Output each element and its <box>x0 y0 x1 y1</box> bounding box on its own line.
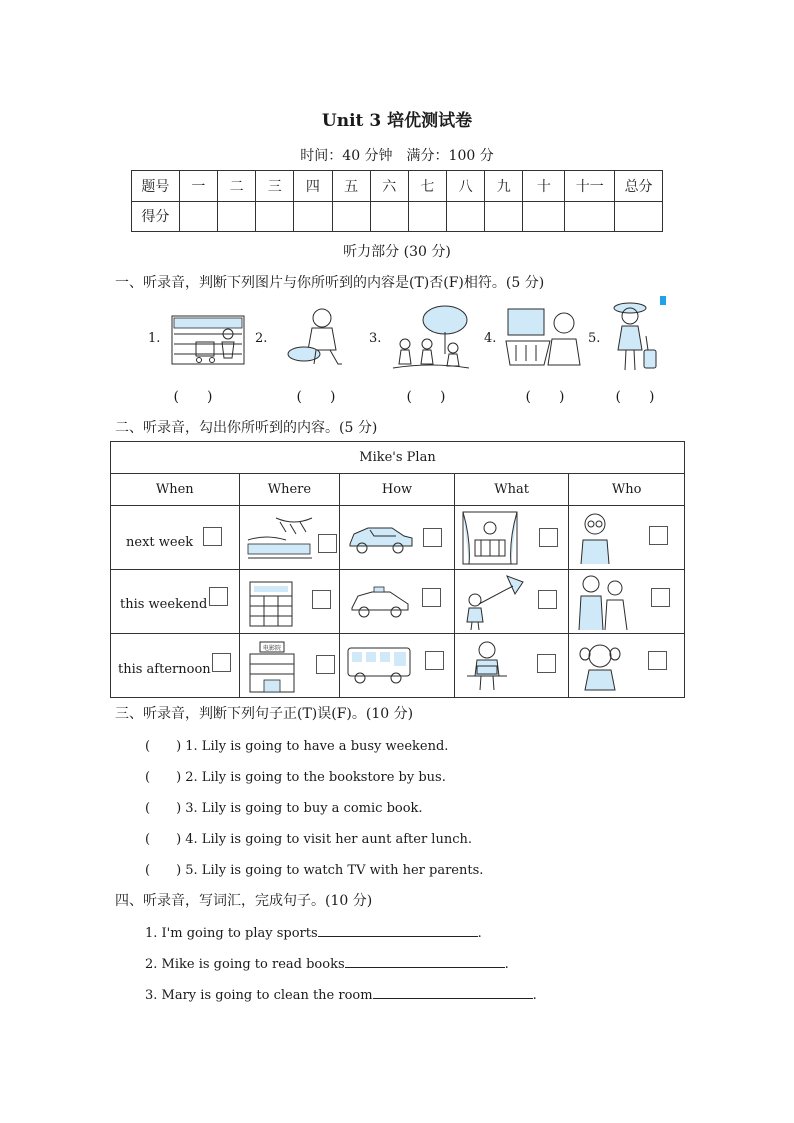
theater-stage-icon <box>461 510 519 566</box>
score-input-cell[interactable] <box>615 201 663 232</box>
col-header-where: Where <box>239 474 340 506</box>
score-input-cell[interactable] <box>294 201 332 232</box>
scroll-marker <box>660 296 666 305</box>
check-box[interactable] <box>425 651 444 670</box>
picture-number: 5. <box>588 331 601 346</box>
plan-row-what-cell <box>454 634 569 698</box>
score-header-cell: 总分 <box>615 171 663 202</box>
answer-blank[interactable]: ( ) <box>615 389 655 405</box>
answer-blank[interactable]: ( ) <box>406 389 446 405</box>
plan-row <box>111 570 685 634</box>
plan-row-what-cell <box>454 570 569 634</box>
score-header-cell: 九 <box>485 171 523 202</box>
score-table <box>131 170 663 232</box>
plan-row-when-cell <box>111 506 240 570</box>
lake-park-icon <box>246 514 314 562</box>
section1-title: 一、听录音，判断下列图片与你所听到的内容是(T)否(F)相符。(5 分) <box>115 275 545 291</box>
col-header-when: When <box>111 474 240 506</box>
answer-blank[interactable]: ( ) <box>525 389 565 405</box>
when-label: this afternoon <box>118 662 211 677</box>
tf-sentence[interactable]: ( ) 3. Lily is going to buy a comic book. <box>145 801 423 816</box>
fill-sentence <box>145 984 537 1003</box>
plan-row-who-cell <box>569 570 685 634</box>
children-picnic-under-tree-icon <box>389 304 473 374</box>
cinema-sign-text: 电影院 <box>262 645 281 652</box>
check-box[interactable] <box>649 526 668 545</box>
score-input-cell[interactable] <box>332 201 370 232</box>
picture-number: 1. <box>148 331 161 346</box>
check-box[interactable] <box>312 590 331 609</box>
section4-title: 四、听录音，写词汇，完成句子。(10 分) <box>115 893 373 909</box>
fill-sentence-end: . <box>504 957 509 972</box>
answer-blank[interactable]: ( ) <box>173 389 213 405</box>
check-box[interactable] <box>423 528 442 547</box>
plan-row-when-cell <box>111 570 240 634</box>
score-input-cell[interactable] <box>256 201 294 232</box>
bus-icon <box>346 644 412 686</box>
score-input-cell[interactable] <box>447 201 485 232</box>
fill-blank[interactable] <box>373 984 533 999</box>
plan-header-row <box>111 474 685 506</box>
plan-row-how-cell <box>340 634 455 698</box>
check-box[interactable] <box>422 588 441 607</box>
score-header-cell: 八 <box>447 171 485 202</box>
plan-table-title: Mike's Plan <box>111 442 685 474</box>
score-input-cell[interactable] <box>370 201 408 232</box>
fill-sentence-text: 2. Mike is going to read books <box>145 957 345 972</box>
plan-row <box>111 506 685 570</box>
fill-blank[interactable] <box>318 922 478 937</box>
tf-sentence[interactable]: ( ) 4. Lily is going to visit her aunt after lunch. <box>145 832 472 847</box>
boy-flying-kite-icon <box>463 574 527 630</box>
score-table-header-row <box>132 171 663 202</box>
plan-title-row <box>111 442 685 474</box>
fill-sentence <box>145 922 482 941</box>
picture-number: 3. <box>369 331 382 346</box>
score-input-cell[interactable] <box>179 201 217 232</box>
col-header-who: Who <box>569 474 685 506</box>
plan-row-how-cell <box>340 570 455 634</box>
score-table-score-row <box>132 201 663 232</box>
plan-row-who-cell <box>569 506 685 570</box>
plan-row <box>111 634 685 698</box>
check-box[interactable] <box>209 587 228 606</box>
girl-with-pigtails-icon <box>579 640 621 692</box>
score-header-cell: 题号 <box>132 171 180 202</box>
boy-reading-book-icon <box>465 640 509 692</box>
taxi-icon <box>348 584 410 620</box>
score-input-cell[interactable] <box>565 201 615 232</box>
check-box[interactable] <box>316 655 335 674</box>
plan-row-where-cell <box>239 634 340 698</box>
man-with-glasses-icon <box>577 510 613 566</box>
score-input-cell[interactable] <box>408 201 446 232</box>
score-header-cell: 四 <box>294 171 332 202</box>
score-row-label: 得分 <box>132 201 180 232</box>
listening-section-label: 听力部分 (30 分) <box>343 244 451 260</box>
when-label: this weekend <box>120 597 208 612</box>
fill-blank[interactable] <box>345 953 505 968</box>
supermarket-shopping-cart-icon <box>170 312 246 368</box>
section2-title: 二、听录音，勾出你所听到的内容。(5 分) <box>115 420 378 436</box>
score-header-cell: 十 <box>523 171 565 202</box>
score-header-cell: 十一 <box>565 171 615 202</box>
check-box[interactable] <box>539 528 558 547</box>
plan-row-how-cell <box>340 506 455 570</box>
plan-row-what-cell <box>454 506 569 570</box>
score-header-cell: 五 <box>332 171 370 202</box>
mikes-plan-table <box>110 441 685 698</box>
check-box[interactable] <box>203 527 222 546</box>
check-box[interactable] <box>537 654 556 673</box>
page-title: Unit 3 培优测试卷 <box>321 111 473 131</box>
check-box[interactable] <box>538 590 557 609</box>
fill-sentence-end: . <box>532 988 537 1003</box>
score-header-cell: 六 <box>370 171 408 202</box>
check-box[interactable] <box>212 653 231 672</box>
boy-washing-clothes-icon <box>286 306 348 370</box>
score-header-cell: 二 <box>217 171 255 202</box>
check-box[interactable] <box>318 534 337 553</box>
fill-sentence-end: . <box>477 926 482 941</box>
fill-sentence-text: 3. Mary is going to clean the room <box>145 988 373 1003</box>
tf-sentence[interactable]: ( ) 5. Lily is going to watch TV with her parents. <box>145 863 484 878</box>
girl-in-classroom-icon <box>504 305 584 369</box>
answer-blank[interactable]: ( ) <box>296 389 336 405</box>
col-header-what: What <box>454 474 569 506</box>
score-header-cell: 七 <box>408 171 446 202</box>
col-header-how: How <box>340 474 455 506</box>
car-icon <box>346 520 414 556</box>
plan-row-who-cell <box>569 634 685 698</box>
girl-with-suitcase-icon <box>608 298 664 376</box>
score-input-cell[interactable] <box>217 201 255 232</box>
parents-icon <box>575 572 631 632</box>
when-label: next week <box>126 535 194 550</box>
tf-sentence[interactable]: ( ) 2. Lily is going to the bookstore by bus. <box>145 770 446 785</box>
score-header-cell: 一 <box>179 171 217 202</box>
plan-row-where-cell <box>239 506 340 570</box>
section3-title: 三、听录音，判断下列句子正(T)误(F)。(10 分) <box>115 706 414 722</box>
office-building-icon <box>246 578 296 628</box>
plan-row-when-cell <box>111 634 240 698</box>
tf-sentence[interactable]: ( ) 1. Lily is going to have a busy weekend. <box>145 739 449 754</box>
score-input-cell[interactable] <box>523 201 565 232</box>
check-box[interactable] <box>648 651 667 670</box>
time-info: 时间：40 分钟 满分：100 分 <box>300 148 494 164</box>
check-box[interactable] <box>651 588 670 607</box>
fill-sentence <box>145 953 509 972</box>
picture-number: 2. <box>255 331 268 346</box>
fill-sentence-text: 1. I'm going to play sports <box>145 926 318 941</box>
score-input-cell[interactable] <box>485 201 523 232</box>
plan-row-where-cell <box>239 570 340 634</box>
picture-number: 4. <box>484 331 497 346</box>
cinema-building-icon <box>246 640 298 694</box>
score-header-cell: 三 <box>256 171 294 202</box>
